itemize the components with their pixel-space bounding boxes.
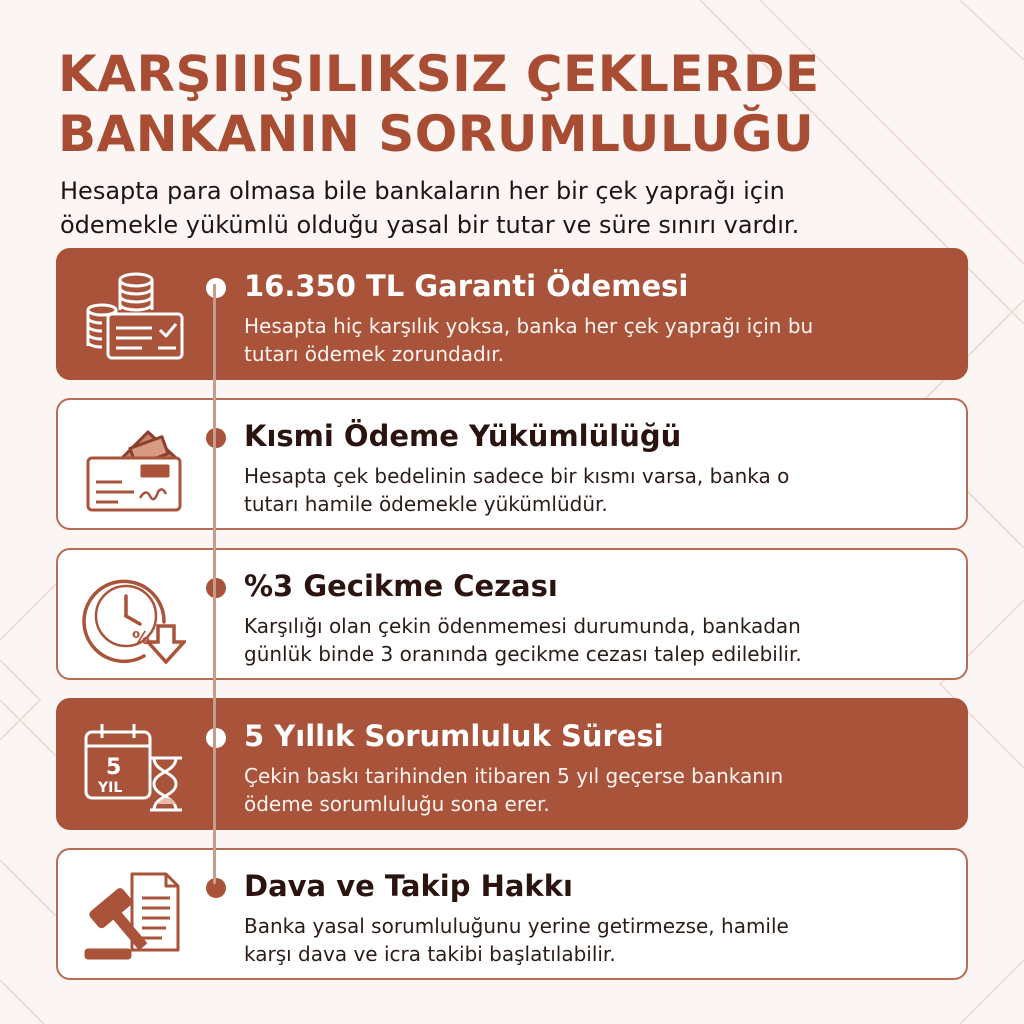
card-description-line: günlük binde 3 oranında gecikme cezası talep edilebilir. bbox=[244, 642, 802, 666]
card-description-line: karşı dava ve icra takibi başlatılabilir. bbox=[244, 942, 616, 966]
timeline-dot bbox=[206, 878, 226, 898]
subtitle-line-2: ödemekle yükümlü olduğu yasal bir tutar ve süre sınırı vardır. bbox=[60, 211, 800, 239]
card-liability-period bbox=[56, 698, 968, 830]
page-title bbox=[58, 44, 988, 164]
money-envelope-icon bbox=[82, 418, 186, 514]
card-description bbox=[244, 912, 954, 968]
card-description-line: Karşılığı olan çekin ödenmemesi durumunda, bankadan bbox=[244, 614, 801, 638]
card-description bbox=[244, 762, 954, 818]
card-description-line: tutarı hamile ödemekle yükümlüdür. bbox=[244, 492, 608, 516]
card-description bbox=[244, 312, 954, 368]
card-title: Kısmi Ödeme Yükümlülüğü bbox=[244, 419, 682, 453]
coins-check-icon bbox=[82, 268, 186, 364]
card-description-line: tutarı ödemek zorundadır. bbox=[244, 342, 504, 366]
card-title: 16.350 TL Garanti Ödemesi bbox=[244, 269, 689, 303]
card-title: Dava ve Takip Hakkı bbox=[244, 869, 573, 903]
timeline-dot bbox=[206, 578, 226, 598]
card-title: %3 Gecikme Cezası bbox=[244, 569, 558, 603]
card-partial-payment bbox=[56, 398, 968, 530]
card-description-line: Hesapta hiç karşılık yoksa, banka her çek yaprağı için bu bbox=[244, 314, 814, 338]
page-subtitle bbox=[60, 174, 960, 242]
card-description-line: ödeme sorumluluğu sona erer. bbox=[244, 792, 550, 816]
card-description bbox=[244, 462, 954, 518]
clock-percent-icon bbox=[82, 568, 186, 664]
card-late-penalty bbox=[56, 548, 968, 680]
subtitle-line-1: Hesapta para olmasa bile bankaların her bir çek yaprağı için bbox=[60, 177, 785, 205]
timeline-dot bbox=[206, 728, 226, 748]
timeline-dot bbox=[206, 278, 226, 298]
svg-text:%: % bbox=[132, 628, 151, 649]
card-description-line: Çekin baskı tarihinden itibaren 5 yıl geçerse bankanın bbox=[244, 764, 784, 788]
calendar-unit: YIL bbox=[98, 780, 123, 796]
timeline-dot bbox=[206, 428, 226, 448]
calendar-hourglass-icon bbox=[82, 718, 186, 814]
title-line-2: BANKANIN SORUMLULUĞU bbox=[58, 105, 815, 163]
card-lawsuit-right bbox=[56, 848, 968, 980]
card-description-line: Hesapta çek bedelinin sadece bir kısmı varsa, banka o bbox=[244, 464, 790, 488]
calendar-number: 5 bbox=[106, 755, 122, 780]
gavel-document-icon bbox=[82, 868, 186, 964]
card-description-line: Banka yasal sorumluluğunu yerine getirmezse, hamile bbox=[244, 914, 789, 938]
card-description bbox=[244, 612, 954, 668]
timeline-line bbox=[213, 284, 216, 884]
title-line-1: KARŞIIIŞILIKSIZ ÇEKLERDE bbox=[58, 45, 820, 103]
card-guarantee-payment bbox=[56, 248, 968, 380]
card-title: 5 Yıllık Sorumluluk Süresi bbox=[244, 719, 664, 753]
